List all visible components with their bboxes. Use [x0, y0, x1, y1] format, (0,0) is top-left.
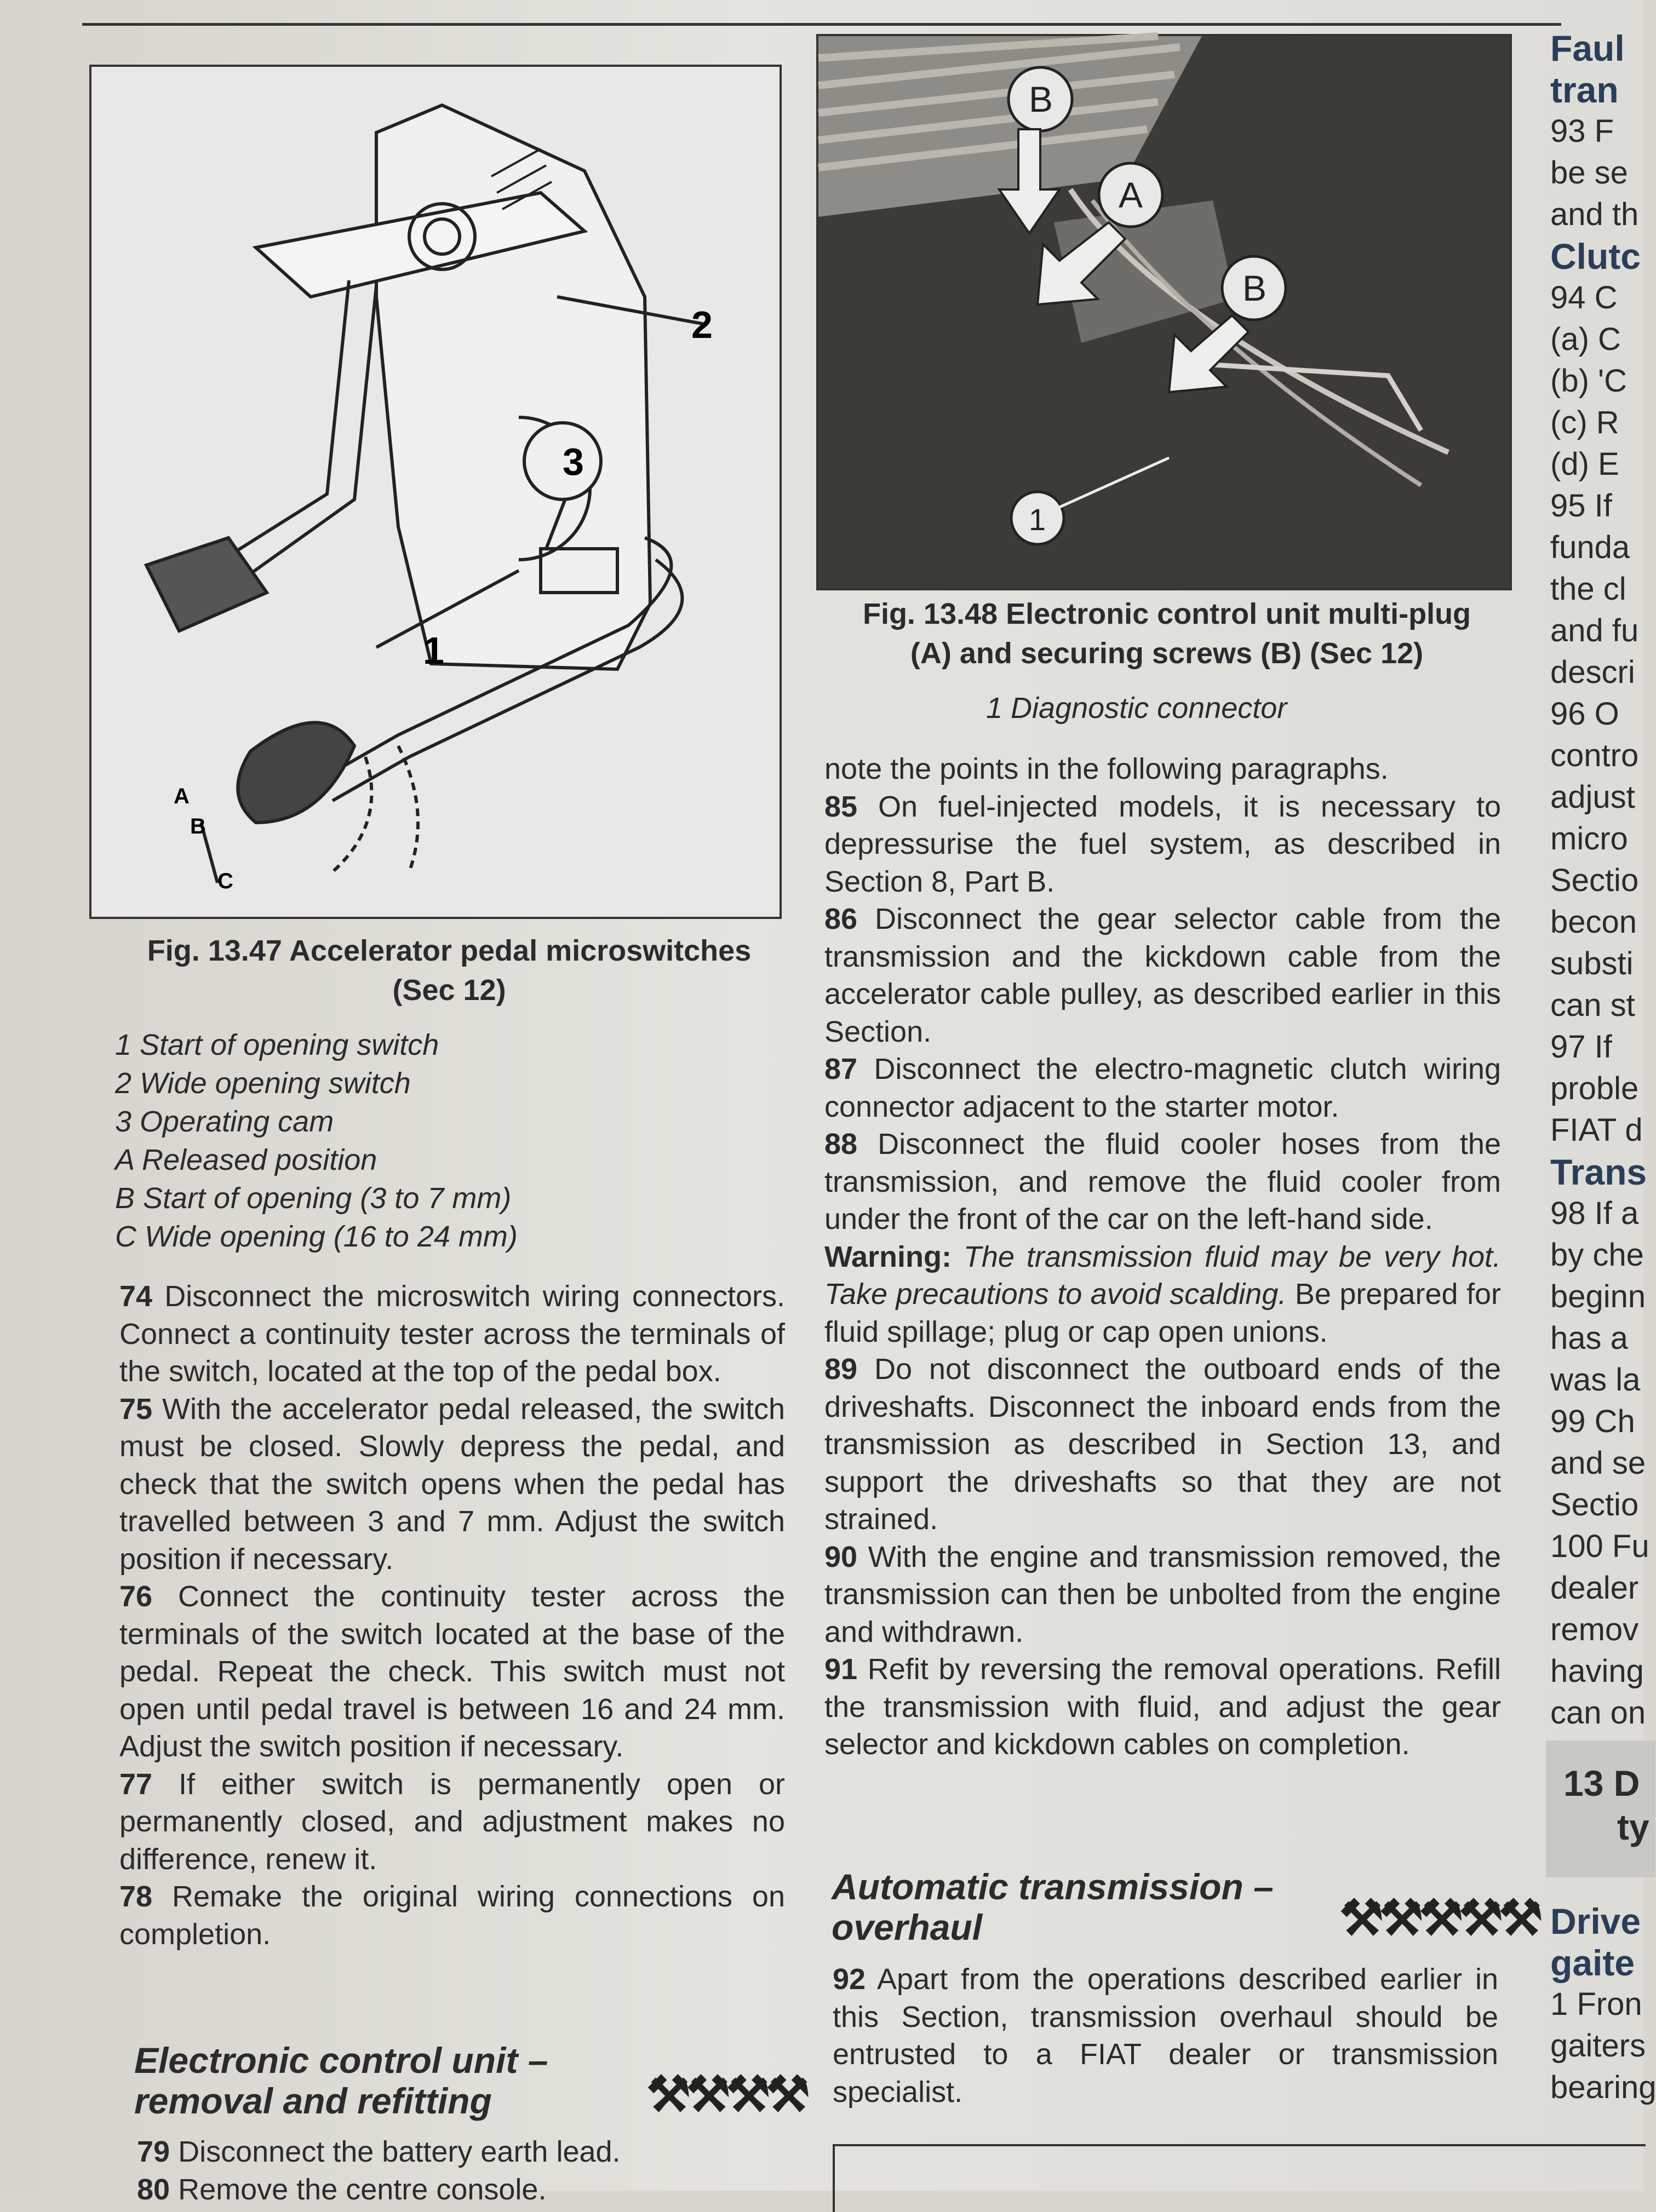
- column-2-tail: [833, 1961, 1498, 2111]
- column-3-heading: Clutc: [1550, 236, 1641, 277]
- callout-2: 2: [691, 303, 713, 346]
- column-3-line: (d) E: [1550, 446, 1619, 482]
- column-3-line: (b) 'C: [1550, 363, 1627, 399]
- section-heading-auto-trans: Automatic transmission – overhaul: [832, 1866, 1274, 1947]
- column-3-line: Sectio: [1550, 1487, 1639, 1522]
- column-3-line: be se: [1550, 155, 1628, 191]
- legend-item: 2 Wide opening switch: [115, 1067, 411, 1100]
- pedal-drawing: [91, 67, 780, 917]
- column-2-text: [824, 750, 1501, 1763]
- column-3-line: 97 If: [1550, 1029, 1612, 1065]
- legend-item: 1 Start of opening switch: [115, 1029, 439, 1061]
- column-3-line: can on: [1550, 1695, 1646, 1731]
- fig-13-47-legend: [115, 1026, 518, 1256]
- fig-13-48-caption: Fig. 13.48 Electronic control unit multi-plug (A) and securing screws (B) (Sec 12): [862, 597, 1471, 670]
- legend-item: C Wide opening (16 to 24 mm): [115, 1220, 518, 1253]
- column-3-line: micro: [1550, 821, 1628, 857]
- column-3-heading: Faul: [1550, 28, 1625, 68]
- column-3-line: gaiters: [1550, 2028, 1646, 2064]
- column-3-line: and fu: [1550, 613, 1639, 648]
- paragraph: 92 Apart from the operations described earlier in this Section, transmission overhaul should be entrusted to a FIAT dealer or transmission specialist.: [833, 1963, 1498, 2108]
- fig-13-48-legend: 1 Diagnostic connector: [986, 692, 1287, 725]
- difficulty-spanner-icon: ⚒⚒⚒⚒: [646, 2067, 806, 2122]
- column-3-line: 96 O: [1550, 696, 1619, 732]
- column-3-line: 100 Fu: [1550, 1529, 1649, 1564]
- legend-item: B Start of opening (3 to 7 mm): [115, 1182, 512, 1215]
- callout-a: A: [174, 784, 190, 808]
- column-3-line: by che: [1550, 1237, 1644, 1273]
- callout-3: 3: [563, 440, 584, 483]
- callout-b: B: [190, 814, 206, 838]
- column-3-line: and se: [1550, 1445, 1646, 1481]
- column-3-line: beginn: [1550, 1279, 1646, 1314]
- paragraph: 89 Do not disconnect the outboard ends of the driveshafts. Disconnect the inboard ends from the transmission as described in Section 13, and support the driveshafts so that they are not strained.: [824, 1353, 1501, 1536]
- column-3-line: proble: [1550, 1071, 1639, 1106]
- column-3-line: Sectio: [1550, 863, 1639, 898]
- column-3-bottom: [1550, 1900, 1656, 2108]
- column-3-line: becon: [1550, 904, 1637, 940]
- fig-13-47-caption: Fig. 13.47 Accelerator pedal microswitches (Sec 12): [147, 934, 752, 1007]
- column-3-line: was la: [1550, 1362, 1641, 1398]
- photo-callout-b-left: B: [1029, 79, 1053, 119]
- photo-callout-1: 1: [1029, 502, 1046, 537]
- column-3-line: substi: [1550, 946, 1634, 981]
- column-3-heading: tran: [1550, 70, 1619, 110]
- paragraph: 80 Remove the centre console.: [137, 2173, 547, 2206]
- header-rule: [82, 23, 1561, 26]
- column-3-heading: Drive: [1550, 1901, 1641, 1941]
- column-3-line: 1 Fron: [1550, 1986, 1642, 2022]
- bottom-figure-frame: [833, 2144, 1646, 2212]
- section-heading-ecu: Electronic control unit – removal and refitting: [134, 2040, 548, 2121]
- column-3-line: has a: [1550, 1320, 1628, 1356]
- callout-c: C: [217, 869, 233, 893]
- paragraph: 90 With the engine and transmission removed, the transmission can then be unbolted from the engine and withdrawn.: [824, 1540, 1501, 1648]
- column-3-line: adjust: [1550, 779, 1635, 815]
- column-3-line: bearing: [1550, 2070, 1656, 2105]
- paragraph: 91 Refit by reversing the removal operations. Refill the transmission with fluid, and adjust the gear selector and kickdown cables on completion.: [824, 1653, 1501, 1761]
- paragraph: 76 Connect the continuity tester across the terminals of the switch located at the base of the pedal. Repeat the check. This switch must not open until pedal travel is between 16 and 24 mm. Adjust the switch position if necessary.: [119, 1580, 785, 1763]
- column-1-text: [119, 1278, 785, 1953]
- legend-item: 3 Operating cam: [115, 1105, 334, 1138]
- column-3-line: dealer: [1550, 1570, 1639, 1606]
- difficulty-spanner-icon: ⚒⚒⚒⚒⚒: [1339, 1891, 1539, 1946]
- column-3-line: 93 F: [1550, 113, 1614, 149]
- paragraph: 86 Disconnect the gear selector cable from the transmission and the kickdown cable from the accelerator cable pulley, as described earlier in this Section.: [824, 903, 1501, 1048]
- column-3-line: 95 If: [1550, 488, 1612, 524]
- ecu-photo-figure: [816, 34, 1512, 590]
- column-3-line: contro: [1550, 738, 1639, 773]
- column-3-line: 99 Ch: [1550, 1404, 1635, 1439]
- column-1-tail: [137, 2133, 783, 2208]
- column-3-heading: Trans: [1550, 1152, 1647, 1192]
- column-3-line: can st: [1550, 987, 1635, 1023]
- warning-paragraph: Warning: The transmission fluid may be very hot. Take precautions to avoid scalding. Be prepared for fluid spillage; plug or cap open unions.: [824, 1240, 1501, 1348]
- paragraph: 78 Remake the original wiring connections on completion.: [119, 1880, 785, 1951]
- column-3-line: (c) R: [1550, 405, 1619, 440]
- paragraph: 74 Disconnect the microswitch wiring connectors. Connect a continuity tester across the terminals of the switch, located at the top of the pedal box.: [119, 1280, 785, 1388]
- paragraph: 87 Disconnect the electro-magnetic clutch wiring connector adjacent to the starter motor.: [824, 1053, 1501, 1123]
- column-3-heading: gaite: [1550, 1943, 1635, 1983]
- pedal-drawing-figure: [89, 65, 782, 919]
- column-3-line: funda: [1550, 530, 1630, 565]
- legend-item: A Released position: [115, 1144, 377, 1176]
- paragraph: note the points in the following paragraphs.: [824, 752, 1389, 785]
- column-3-line: 94 C: [1550, 280, 1618, 315]
- section-13-box: 13 D ty: [1546, 1740, 1655, 1877]
- paragraph: 79 Disconnect the battery earth lead.: [137, 2135, 621, 2168]
- callout-1: 1: [423, 629, 444, 672]
- column-3-line: having: [1550, 1653, 1644, 1689]
- column-3-cropped: [1550, 27, 1649, 1734]
- column-3-line: and th: [1550, 197, 1639, 232]
- column-3-line: remov: [1550, 1612, 1639, 1647]
- paragraph: 85 On fuel-injected models, it is necessary to depressurise the fuel system, as described in Section 8, Part B.: [824, 790, 1501, 898]
- photo-callout-b-right: B: [1242, 268, 1267, 308]
- column-3-line: descri: [1550, 654, 1635, 690]
- column-3-line: FIAT d: [1550, 1112, 1643, 1148]
- paragraph: 75 With the accelerator pedal released, the switch must be closed. Slowly depress the pedal, and check that the switch opens when the pedal has travelled between 3 and 7 mm. Adjust the switch position if necessary.: [119, 1392, 786, 1576]
- column-3-line: (a) C: [1550, 321, 1621, 357]
- paragraph: 77 If either switch is permanently open or permanently closed, and adjustment makes no difference, renew it.: [119, 1767, 785, 1876]
- ecu-photo: [818, 36, 1510, 588]
- column-3-line: 98 If a: [1550, 1196, 1639, 1231]
- paragraph: 88 Disconnect the fluid cooler hoses from the transmission, and remove the fluid cooler from under the front of the car on the left-hand side.: [824, 1128, 1501, 1236]
- column-3-line: the cl: [1550, 571, 1626, 607]
- photo-callout-a: A: [1119, 175, 1143, 215]
